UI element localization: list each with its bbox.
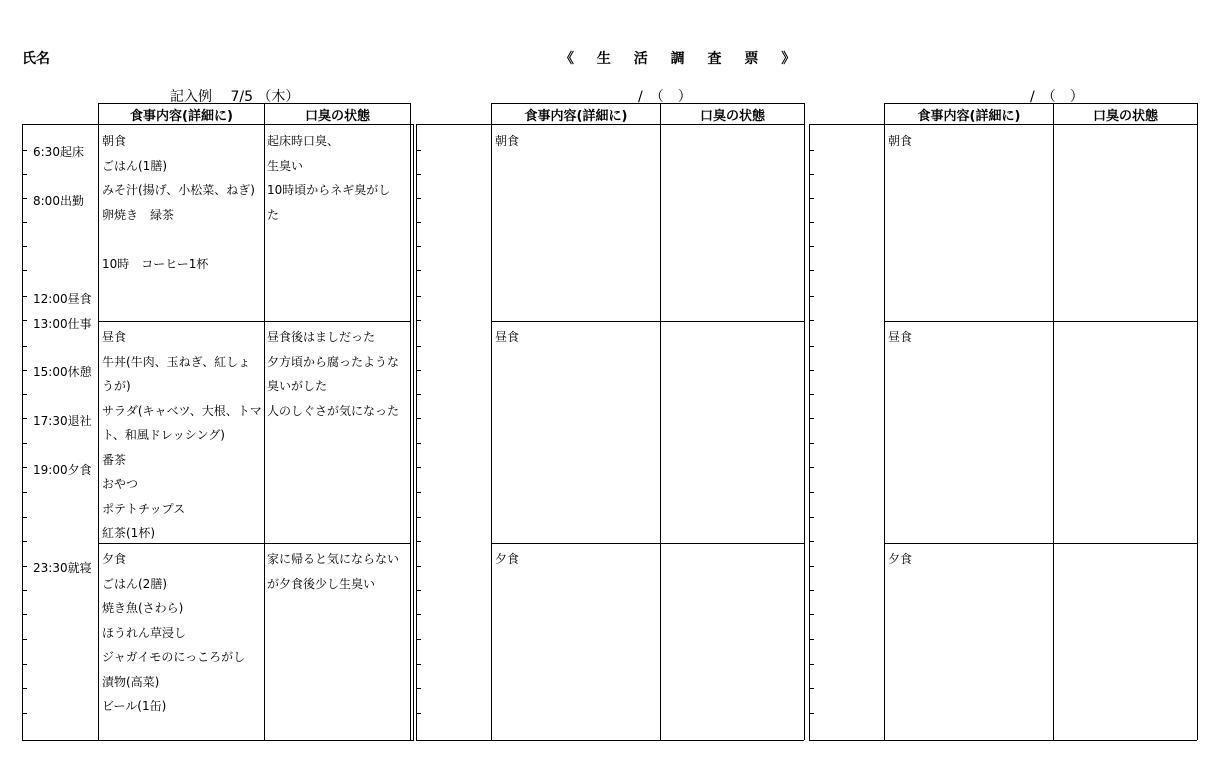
time-label: 6:30起床 bbox=[33, 145, 84, 159]
day3-meal-header: 食事内容(詳細に) bbox=[917, 109, 1021, 124]
document-title: 《 生 活 調 査 票 》 bbox=[560, 51, 805, 67]
day3-date-field[interactable]: / （ ） bbox=[1030, 89, 1084, 105]
time-label: 19:00夕食 bbox=[33, 463, 92, 477]
day2-breath-header: 口臭の状態 bbox=[699, 109, 765, 124]
example-lunch-breath: 昼食後はましだった 夕方頃から腐ったような 臭いがした 人のしぐさが気になった bbox=[267, 330, 400, 418]
day2-dinner-label[interactable]: 夕食 bbox=[495, 552, 520, 566]
time-label: 13:00仕事 bbox=[33, 317, 92, 331]
name-label: 氏名 bbox=[22, 51, 50, 67]
day2-meal-header: 食事内容(詳細に) bbox=[524, 109, 628, 124]
time-label: 23:30就寝 bbox=[33, 561, 92, 575]
example-date-label: 記入例 7/5 （木） bbox=[170, 89, 300, 105]
example-lunch-meal: 昼食 牛丼(牛肉、玉ねぎ、紅しょ うが) サラダ(キャベツ、大根、トマ ト、和風ドレッシング) 番茶 おやつ ポテトチップス 紅茶(1杯) bbox=[102, 330, 262, 540]
day3-lunch-label[interactable]: 昼食 bbox=[888, 330, 913, 344]
example-breath-header: 口臭の状態 bbox=[304, 109, 370, 124]
example-breakfast-meal: 朝食 ごはん(1膳) みそ汁(揚げ、小松菜、ねぎ) 卵焼き 緑茶 10時 コーヒー1杯 bbox=[102, 134, 255, 271]
example-breakfast-breath: 起床時口臭、 生臭い 10時頃からネギ臭がし た bbox=[267, 134, 391, 222]
day3-breakfast-label[interactable]: 朝食 bbox=[888, 134, 913, 148]
day2-lunch-label[interactable]: 昼食 bbox=[495, 330, 520, 344]
day3-dinner-label[interactable]: 夕食 bbox=[888, 552, 913, 566]
time-label: 15:00休憩 bbox=[33, 365, 92, 379]
example-meal-header: 食事内容(詳細に) bbox=[130, 109, 233, 124]
day2-date-field[interactable]: / （ ） bbox=[638, 89, 692, 105]
example-dinner-meal: 夕食 ごはん(2膳) 焼き魚(さわら) ほうれん草浸し ジャガイモのにっころがし 漬物(高菜) ビール(1缶) bbox=[102, 552, 246, 713]
time-label: 12:00昼食 bbox=[33, 292, 92, 306]
day2-breakfast-label[interactable]: 朝食 bbox=[495, 134, 520, 148]
time-label: 17:30退社 bbox=[33, 414, 92, 428]
time-label: 8:00出勤 bbox=[33, 194, 84, 208]
day3-breath-header: 口臭の状態 bbox=[1092, 109, 1158, 124]
example-dinner-breath: 家に帰ると気にならない が夕食後少し生臭い bbox=[267, 552, 400, 591]
